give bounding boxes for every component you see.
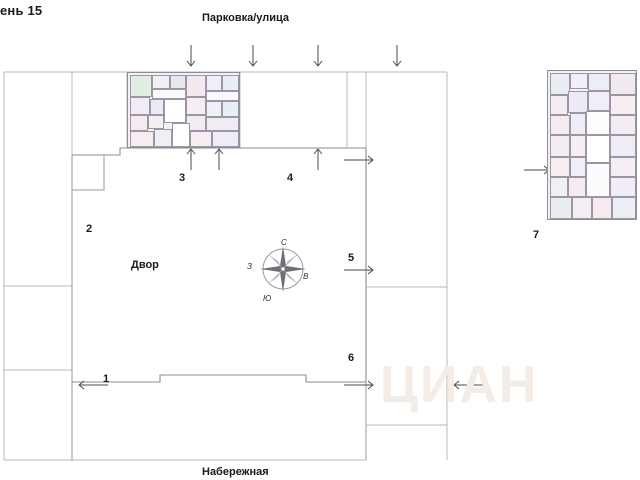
label-bottom-embankment: Набережная	[202, 466, 269, 478]
section-label-6: 6	[348, 352, 355, 364]
label-courtyard: Двор	[131, 259, 159, 271]
section-label-3: 3	[179, 172, 186, 184]
watermark	[380, 355, 538, 415]
section-label-5: 5	[348, 252, 355, 264]
arrow-down-icon	[249, 45, 257, 66]
compass-east-label: В	[303, 272, 309, 281]
arrow-right-icon	[344, 266, 373, 274]
arrow-up-icon	[215, 149, 223, 170]
section-label-7: 7	[533, 229, 540, 241]
arrow-right-icon	[344, 381, 373, 389]
compass-rose-icon	[252, 238, 314, 300]
compass-south-label: Ю	[263, 294, 272, 303]
building-block-7	[547, 70, 637, 220]
building-block-3-4	[127, 72, 240, 148]
compass-west-label: З	[247, 262, 252, 271]
arrow-down-icon	[187, 45, 195, 66]
arrow-down-icon	[393, 45, 401, 66]
section-label-2: 2	[86, 223, 93, 235]
arrow-up-icon	[314, 149, 322, 170]
section-label-4: 4	[287, 172, 294, 184]
level-label: ень 15	[0, 3, 43, 18]
compass-north-label: С	[281, 238, 287, 247]
arrow-up-icon	[187, 149, 195, 170]
watermark-text: ЦИАН	[380, 356, 539, 414]
arrow-down-icon	[314, 45, 322, 66]
label-top-street: Парковка/улица	[202, 12, 290, 24]
arrow-right-icon	[344, 156, 373, 164]
arrow-right-icon	[524, 166, 549, 174]
section-label-1: 1	[103, 373, 110, 385]
